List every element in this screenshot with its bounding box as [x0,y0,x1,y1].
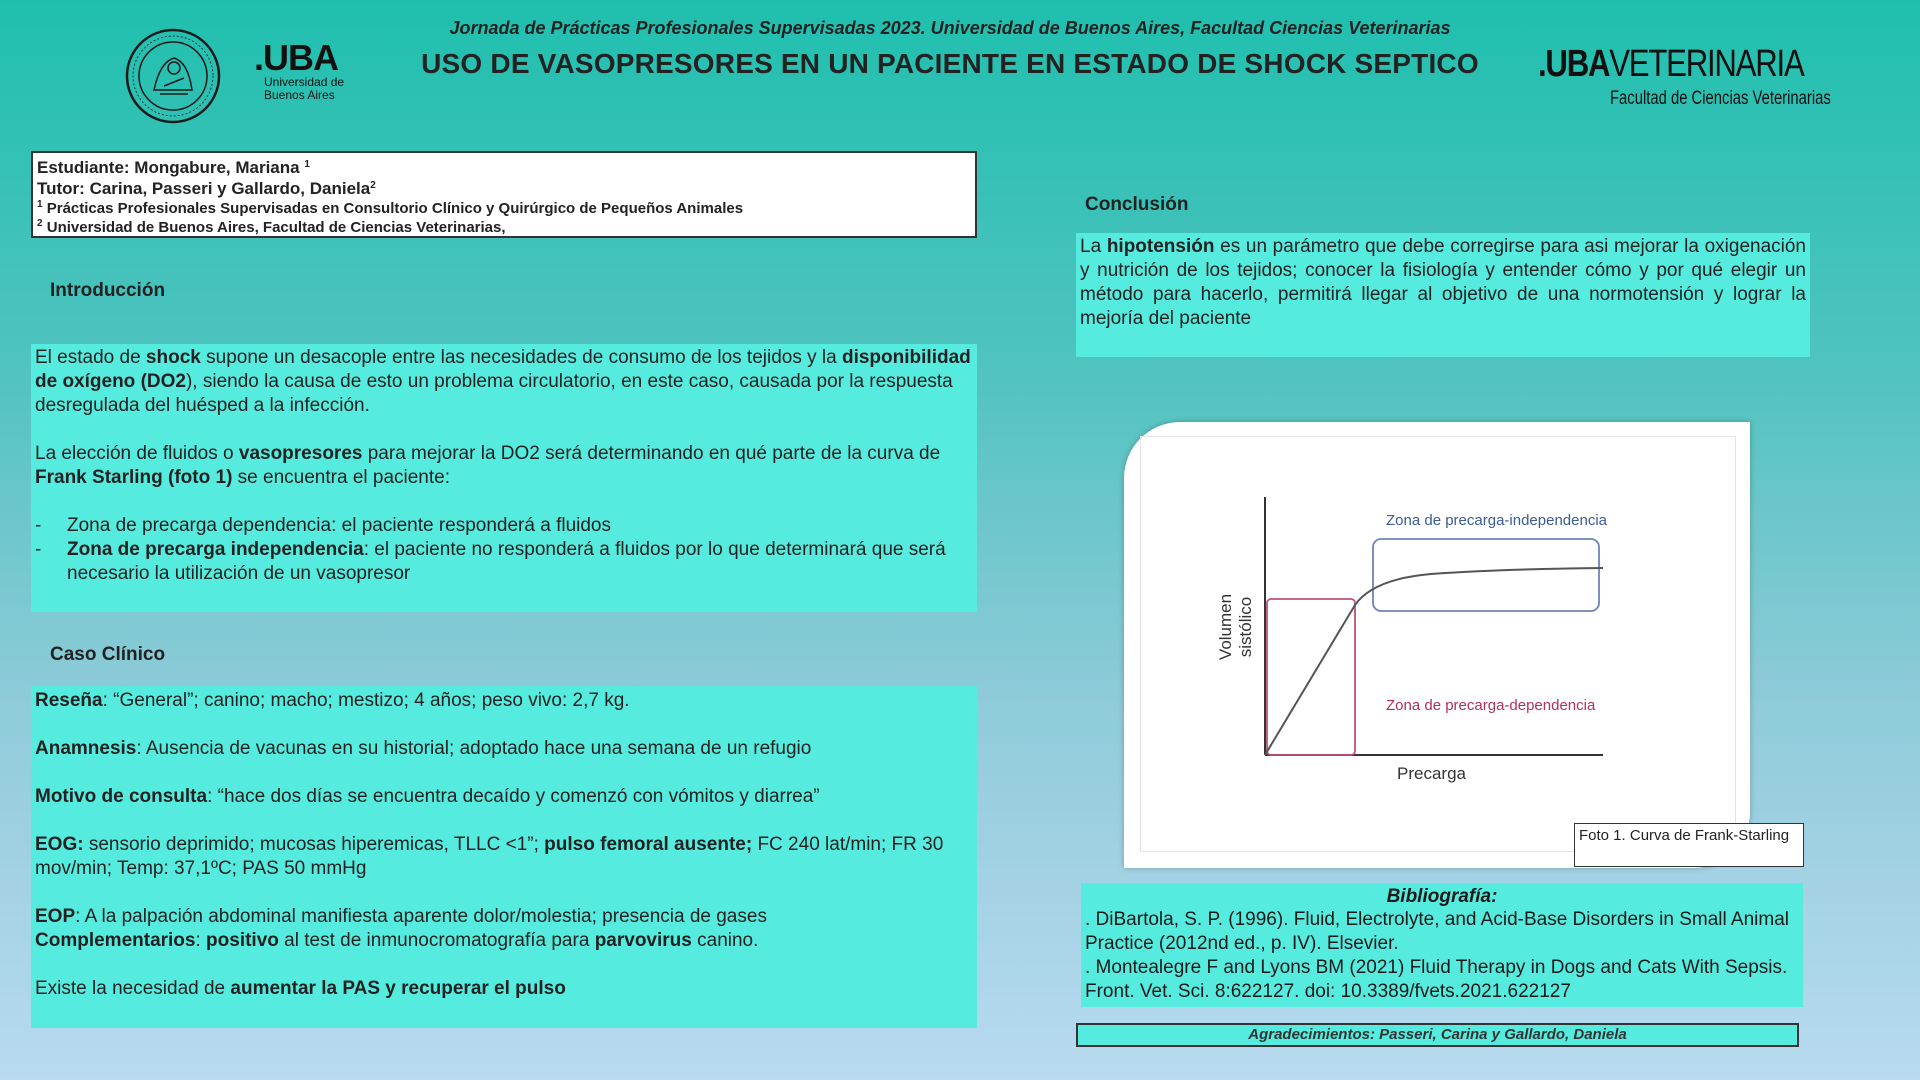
poster-title: USO DE VASOPRESORES EN UN PACIENTE EN ESTADO DE SHOCK SEPTICO [421,48,1479,79]
zone-independence-label: Zona de precarga-independencia [1386,512,1607,529]
frank-starling-curve [1265,568,1603,755]
case-eog: EOG: sensorio deprimido; mucosas hiperemicas, TLLC <1”; pulso femoral ausente; FC 240 lat/min; FR 30 mov/min; Temp: 37,1ºC; PAS 50 mmHg [35,834,944,879]
zone-dependence-label: Zona de precarga-dependencia [1386,697,1596,714]
uba-veterinaria-logo [1538,43,1831,124]
student-line: Estudiante: Mongabure, Mariana $^1$ [37,158,310,177]
figure-caption: Foto 1. Curva de Frank-Starling [1574,823,1804,867]
intro-panel [31,344,977,612]
bibliography-panel [1081,883,1803,1007]
university-seal-logo [124,28,222,124]
case-resena: Reseña: “General”; canino; macho; mestizo; 4 años; peso vivo: 2,7 kg. [35,690,630,711]
frank-starling-diagram [1141,437,1737,853]
intro-paragraph-2: La elección de fluidos o vasopresores para mejorar la DO2 será determinando en qué parte de la curva de Frank Starling (foto 1) se encuentra el paciente: [35,443,941,488]
uba-logo [254,37,354,110]
uba-logo-sub1: Universidad de [264,75,345,89]
case-conclusion-line: Existe la necesidad de aumentar la PAS y recuperar el pulso [35,978,566,999]
vet-logo-sub: Facultad de Ciencias Veterinarias [1610,88,1831,109]
independence-zone-box [1373,539,1599,611]
vet-logo-veterinaria: VETERINARIA [1609,43,1804,85]
reference-item: . DiBartola, S. P. (1996). Fluid, Electrolyte, and Acid-Base Disorders in Small Animal Practice (2012nd ed., p. IV). Elsevier. [1085,909,1790,954]
case-complementarios: Complementarios: positivo al test de inmunocromatografía para parvovirus canino. [35,930,759,951]
tutor-line: Tutor: Carina, Passeri y Gallardo, Daniela$^2$ [37,179,376,198]
bibliography-heading: Bibliografía: [1386,886,1498,907]
case-eop: EOP: A la palpación abdominal manifiesta aparente dolor/molestia; presencia de gases [35,906,767,927]
intro-heading: Introducción [50,280,166,301]
y-axis-label-line2: sistólico [1236,596,1255,658]
x-axis-label: Precarga [1397,764,1466,783]
event-subtitle: Jornada de Prácticas Profesionales Supervisadas 2023. Universidad de Buenos Aires, Facultad Ciencias Veterinarias [449,18,1451,38]
list-item: - Zona de precarga dependencia: el paciente responderá a fluidos [35,515,611,536]
uba-logo-sub2: Buenos Aires [264,88,335,102]
y-axis-label-line1: Volumen [1216,593,1235,661]
case-motivo: Motivo de consulta: “hace dos días se encuentra decaído y comenzó con vómitos y diarrea” [35,786,820,807]
case-panel [31,686,977,1028]
list-item: - Zona de precarga independencia: el paciente no responderá a fluidos por lo que determinará que será necesario la utilización de un vasopresor [35,539,946,584]
conclusion-panel: La hipotensión es un parámetro que debe corregirse para asi mejorar la oxigenación y nutrición de los tejidos; conocer la fisiología y entender cómo y por qué elegir un método para hacerlo, permitirá llegar al objetivo de una normotensión y lograr la mejoría del paciente [1076,233,1810,357]
conclusion-heading: Conclusión [1085,194,1189,215]
affiliation-1: $^1$ Prácticas Profesionales Supervisadas en Consultorio Clínico y Quirúrgico de Pequeños Animales [37,199,744,217]
uba-logo-word: .UBA [254,37,338,78]
vet-logo-uba: .UBA [1538,43,1610,85]
case-anamnesis: Anamnesis: Ausencia de vacunas en su historial; adoptado hace una semana de un refugio [35,738,812,759]
intro-paragraph-1: El estado de shock supone un desacople entre las necesidades de consumo de los tejidos y la disponibilidad de oxígeno (DO2), siendo la causa de esto un problema circulatorio, en este caso, causada por la respuesta desregulada del huésped a la infección. [35,347,971,416]
case-heading: Caso Clínico [50,644,166,665]
acknowledgements: Agradecimientos: Passeri, Carina y Gallardo, Daniela [1076,1023,1799,1047]
affiliation-2: $^2$ Universidad de Buenos Aires, Facultad de Ciencias Veterinarias, [37,218,506,236]
author-box [31,151,977,238]
reference-item: . Montealegre F and Lyons BM (2021) Fluid Therapy in Dogs and Cats With Sepsis. Front. Vet. Sci. 8:622127. doi: 10.3389/fvets.2021.622127 [1085,957,1788,1002]
frank-starling-figure [1124,422,1750,868]
